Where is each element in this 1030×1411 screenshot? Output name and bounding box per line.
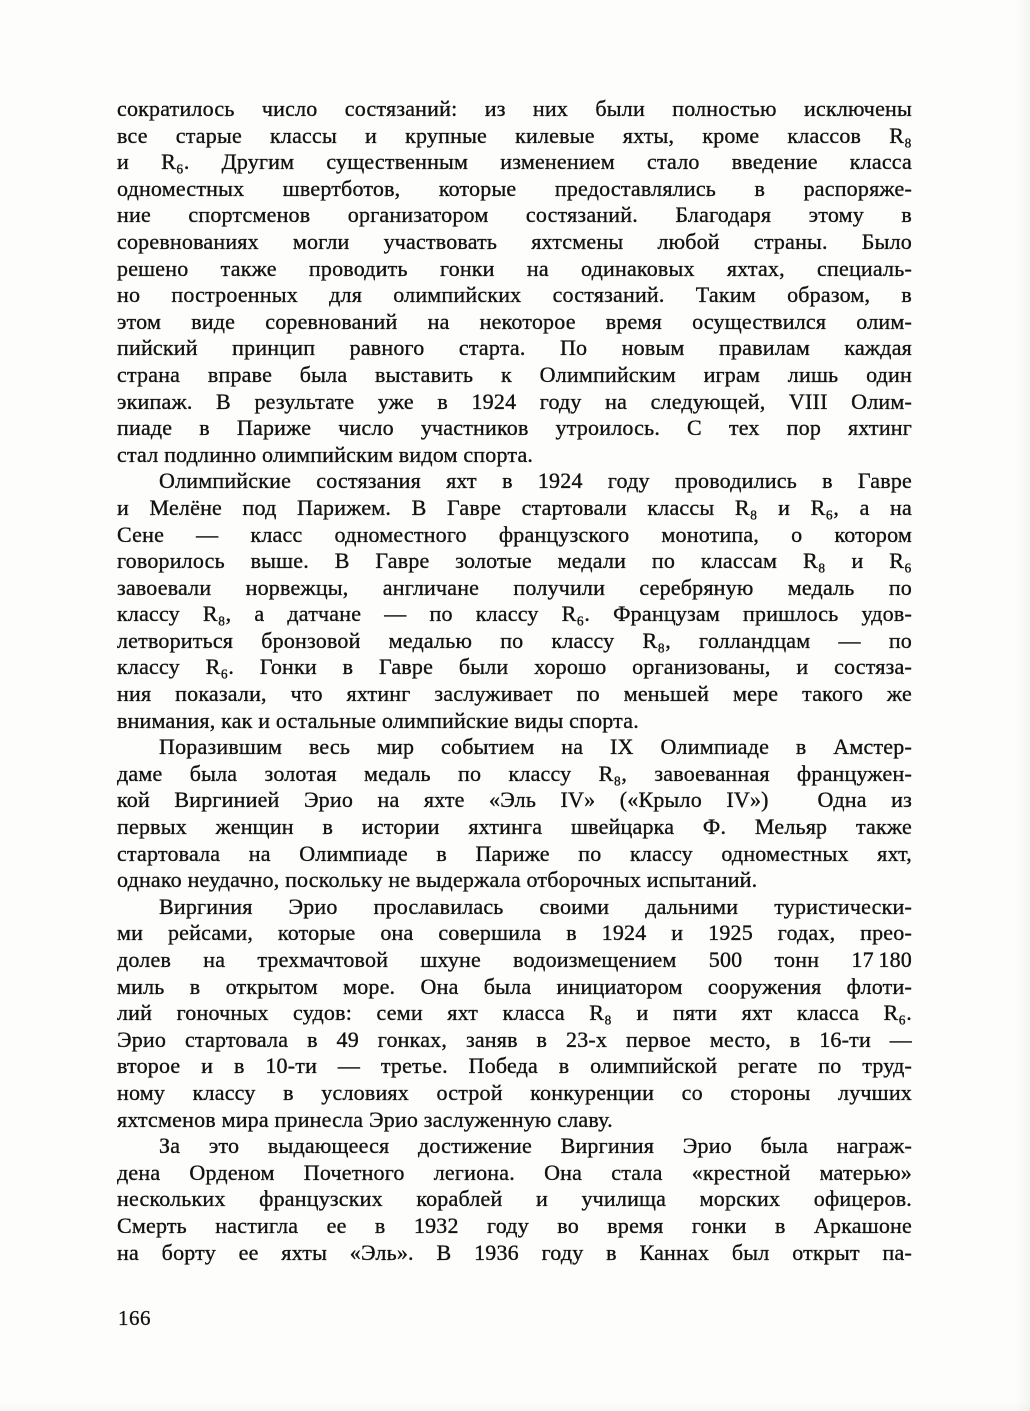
text-line: завоевали норвежцы, англичане получили серебряную медаль по <box>117 574 912 600</box>
text-line: этом виде соревнований на некоторое время осуществился олим- <box>117 308 912 334</box>
text-line: Олимпийские состязания яхт в 1924 году проводились в Гавре <box>159 468 912 494</box>
text-line: экипаж. В результате уже в 1924 году на следующей, VIII Олим- <box>117 388 912 414</box>
text-line: внимания, как и остальные олимпийские виды спорта. <box>117 707 639 733</box>
text-line: однако неудачно, поскольку не выдержала отборочных испытаний. <box>117 867 758 893</box>
text-line: классу R₈, а датчане — по классу R₆. Французам пришлось удов- <box>117 601 912 627</box>
text-line: Поразившим весь мир событием на IX Олимпиаде в Амстер- <box>159 734 912 760</box>
text-line: Смерть настигла ее в 1932 году во время гонки в Аркашоне <box>117 1212 912 1238</box>
text-line: Виргиния Эрио прославилась своими дальними туристически- <box>159 893 912 919</box>
text-line: но построенных для олимпийских состязаний. Таким образом, в <box>117 282 912 308</box>
text-line: стал подлинно олимпийским видом спорта. <box>117 441 534 467</box>
text-line: Эрио стартовала в 49 гонках, заняв в 23-х первое место, в 16-ти — <box>117 1026 912 1052</box>
text-line: страна вправе была выставить к Олимпийским играм лишь один <box>117 361 912 387</box>
text-line: соревнованиях могли участвовать яхтсмены любой страны. Было <box>117 228 912 254</box>
paragraph <box>117 894 912 1133</box>
text-line: решено также проводить гонки на одинаковых яхтах, специаль- <box>117 255 912 281</box>
text-line: первых женщин в истории яхтинга швейцарка Ф. Мельяр также <box>117 814 912 840</box>
paragraph <box>117 468 912 734</box>
text-line: классу R₆. Гонки в Гавре были хорошо организованы, и состяза- <box>117 654 912 680</box>
text-line: ному классу в условиях острой конкуренции со стороны лучших <box>117 1079 912 1105</box>
text-line: долев на трехмачтовой шхуне водоизмещением 500 тонн 17 180 <box>117 947 912 972</box>
text-line: на борту ее яхты «Эль». В 1936 году в Каннах был открыт па- <box>117 1239 912 1265</box>
text-line: летвориться бронзовой медалью по классу R₈, голландцам — по <box>117 627 912 653</box>
text-line: За это выдающееся достижение Виргиния Эрио была награж- <box>159 1133 912 1159</box>
text-line: нескольких французских кораблей и училища морских офицеров. <box>117 1186 912 1212</box>
text-line: яхтсменов мира принесла Эрио заслуженную славу. <box>117 1106 613 1132</box>
text-line: ние спортсменов организатором состязаний. Благодаря этому в <box>117 202 912 228</box>
text-line: все старые классы и крупные килевые яхты, кроме классов R₈ <box>117 122 912 148</box>
body-text <box>117 96 912 1266</box>
text-line: ния показали, что яхтинг заслуживает по меньшей мере такого же <box>117 681 912 707</box>
text-line: сократилось число состязаний: из них были полностью исключены <box>117 96 912 121</box>
text-line: лий гоночных судов: семи яхт класса R₈ и пяти яхт класса R₆. <box>117 1000 912 1026</box>
text-line: ми рейсами, которые она совершила в 1924 и 1925 годах, прео- <box>117 920 912 946</box>
text-line: кой Виргинией Эрио на яхте «Эль IV» («Крыло IV») Одна из <box>117 787 912 813</box>
text-line: одноместных швертботов, которые предоставлялись в распоряже- <box>117 175 912 201</box>
text-line: Сене — класс одноместного французского монотипа, о котором <box>117 521 912 547</box>
text-line: миль в открытом море. Она была инициатором сооружения флоти- <box>117 973 912 999</box>
text-line: даме была золотая медаль по классу R₈, завоеванная францужен- <box>117 760 912 786</box>
page-number: 166 <box>118 1306 151 1330</box>
text-line: стартовала на Олимпиаде в Париже по классу одноместных яхт, <box>117 840 912 866</box>
text-line: и Мелёне под Парижем. В Гавре стартовали классы R₈ и R₆, а на <box>117 494 912 520</box>
text-line: и R₆. Другим существенным изменением стало введение класса <box>117 149 912 175</box>
text-line: пиаде в Париже число участников утроилось. С тех пор яхтинг <box>117 415 912 441</box>
text-line: пийский принцип равного старта. По новым правилам каждая <box>117 335 912 361</box>
text-line: дена Орденом Почетного легиона. Она стала «крестной матерью» <box>117 1159 912 1185</box>
text-line: говорилось выше. В Гавре золотые медали по классам R₈ и R₆ <box>117 548 912 574</box>
paragraph <box>117 734 912 894</box>
paragraph <box>117 1133 912 1266</box>
paragraph <box>117 96 912 468</box>
text-line: второе и в 10-ти — третье. Победа в олимпийской регате по труд- <box>117 1053 912 1079</box>
